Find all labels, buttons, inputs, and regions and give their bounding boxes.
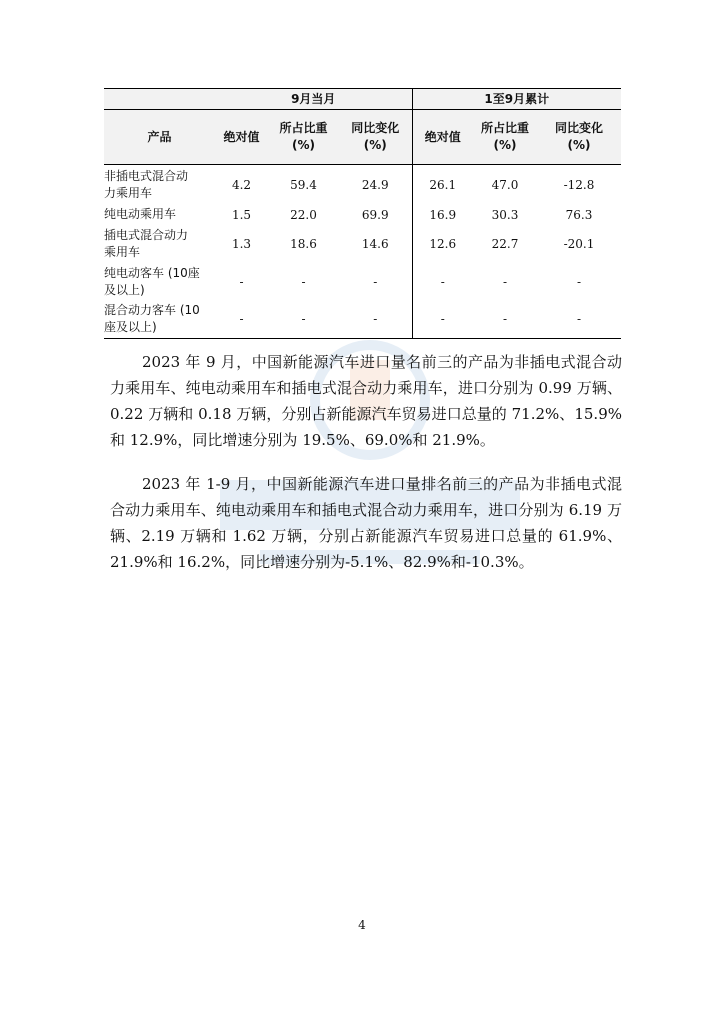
cell-monthly-yoy: 69.9	[339, 205, 412, 225]
cell-cum-share: 22.7	[491, 236, 519, 251]
col-header-cum-yoy	[537, 110, 621, 165]
cum-yoy-unit: (%)	[567, 138, 591, 152]
row-name-line1: 插电式混合动力	[104, 227, 189, 242]
monthly-yoy-unit: (%)	[363, 138, 387, 152]
cell-monthly-yoy: 24.9	[339, 165, 412, 205]
cum-share-unit: (%)	[493, 138, 517, 152]
table-row	[104, 263, 621, 301]
cell-cum-abs: -	[440, 274, 445, 289]
monthly-share-unit: (%)	[292, 138, 315, 152]
row-name-line2: 力乘用车	[104, 185, 153, 200]
row-product-name	[104, 165, 215, 205]
col-header-product: 产品	[104, 110, 215, 165]
cell-monthly-share: 22.0	[290, 207, 317, 222]
row-name-line1: 非插电式混合动	[104, 168, 189, 183]
cell-cum-abs: -	[412, 301, 473, 339]
row-name-line2: 座及以上)	[104, 320, 157, 335]
cell-monthly-abs: 1.5	[231, 207, 252, 222]
table-row	[104, 301, 621, 339]
cell-cum-yoy: -12.8	[563, 177, 595, 192]
row-product-name	[104, 263, 215, 301]
page-number: 4	[358, 918, 366, 932]
cell-cum-yoy: -20.1	[563, 236, 595, 251]
col-header-monthly-share	[268, 110, 339, 165]
blank-group-cell	[104, 89, 215, 110]
cell-cum-share: 47.0	[491, 177, 519, 192]
row-product-name	[104, 225, 215, 263]
monthly-share-label: 所占比重	[279, 121, 328, 135]
cell-monthly-share: -	[301, 274, 306, 289]
cell-monthly-abs: -	[215, 301, 268, 339]
monthly-yoy-label: 同比变化	[351, 121, 400, 135]
row-name-line1: 混合动力客车 (10	[104, 303, 200, 318]
cell-monthly-abs: -	[239, 274, 244, 289]
row-name-line2: 及以上)	[104, 282, 145, 297]
group-header-cumulative: 1至9月累计	[412, 89, 621, 110]
table-column-header-row	[104, 110, 621, 165]
cell-monthly-abs: 4.2	[231, 177, 252, 192]
col-header-monthly-yoy	[339, 110, 412, 165]
table-group-header-row	[104, 89, 621, 110]
cell-cum-share: 30.3	[491, 207, 519, 222]
cell-monthly-abs: 1.3	[231, 236, 252, 251]
row-name-line1: 纯电动乘用车	[104, 207, 177, 221]
cum-share-label: 所占比重	[480, 121, 529, 135]
cell-cum-abs: 16.9	[429, 207, 457, 222]
group-header-monthly: 9月当月	[215, 89, 412, 110]
row-name-line2: 乘用车	[104, 244, 141, 259]
table-row	[104, 225, 621, 263]
cell-monthly-share: -	[268, 301, 339, 339]
col-header-monthly-abs: 绝对值	[215, 110, 268, 165]
cell-monthly-yoy: -	[339, 263, 412, 301]
cell-monthly-share: 59.4	[290, 177, 317, 192]
table-row	[104, 165, 621, 205]
col-header-cum-share	[473, 110, 537, 165]
col-header-cum-abs: 绝对值	[412, 110, 473, 165]
cell-monthly-share: 18.6	[290, 236, 317, 251]
cell-cum-abs: 26.1	[429, 177, 457, 192]
cell-cum-abs: 12.6	[429, 236, 457, 251]
cell-cum-yoy: 76.3	[565, 207, 593, 222]
row-product-name	[104, 301, 215, 339]
cell-cum-share: -	[502, 274, 508, 289]
cum-yoy-label: 同比变化	[554, 121, 603, 135]
cell-cum-yoy: -	[537, 301, 621, 339]
import-table	[104, 88, 621, 339]
cell-cum-share: -	[473, 301, 537, 339]
row-product-name	[104, 205, 215, 225]
table-row	[104, 205, 621, 225]
cell-cum-yoy: -	[576, 274, 582, 289]
cell-monthly-yoy: -	[339, 301, 412, 339]
cell-monthly-yoy: 14.6	[339, 225, 412, 263]
paragraph-cumulative: 2023 年 1-9 月，中国新能源汽车进口量排名前三的产品为非插电式混合动力乘用车、纯电动乘用车和插电式混合动力乘用车，进口分别为 6.19 万辆、2.19 万辆和 1.62 万辆，分别占新能源汽车贸易进口总量的 61.9%、21.9%和 16.2%，同比增速分别为-5.1%、82.9%和-10.3%。	[110, 475, 622, 571]
paragraph-monthly: 2023 年 9 月，中国新能源汽车进口量名前三的产品为非插电式混合动力乘用车、纯电动乘用车和插电式混合动力乘用车，进口分别为 0.99 万辆、0.22 万辆和 0.18 万辆，分别占新能源汽车贸易进口总量的 71.2%、15.9%和 12.9%，同比增速分别为 19.5%、69.0%和 21.9%。	[110, 353, 622, 449]
row-name-line1: 纯电动客车 (10座	[104, 265, 200, 280]
